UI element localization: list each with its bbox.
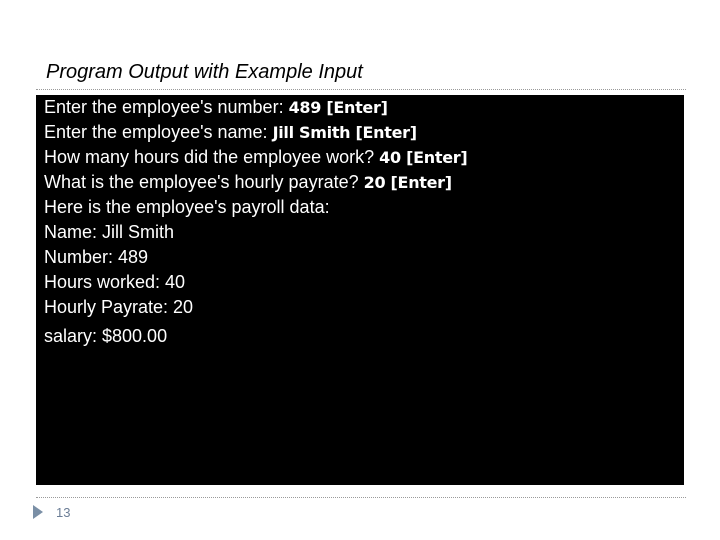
console-output-window (36, 95, 684, 485)
console-prompt: What is the employee's hourly payrate? (44, 172, 364, 192)
console-user-input: Jill Smith [Enter] (272, 123, 417, 142)
console-output-text: Here is the employee's payroll data: (44, 197, 330, 217)
console-line (44, 120, 467, 145)
console-lines (44, 95, 467, 349)
console-line (44, 145, 467, 170)
console-line (44, 220, 467, 245)
console-output-text: Hourly Payrate: 20 (44, 297, 194, 317)
console-line (44, 95, 467, 120)
console-prompt: Enter the employee's name: (44, 122, 273, 142)
console-line (44, 270, 467, 295)
console-line (44, 324, 467, 349)
console-prompt: Enter the employee's number: (44, 97, 289, 117)
console-output-text: Number: 489 (44, 247, 149, 267)
console-line (44, 295, 467, 320)
console-output-text: Hours worked: 40 (44, 272, 186, 292)
console-output-text: salary: $800.00 (44, 326, 168, 346)
heading-divider (36, 89, 686, 90)
console-line (44, 170, 467, 195)
slide-marker-arrow-icon (33, 505, 43, 519)
console-user-input: 20 [Enter] (363, 173, 452, 192)
console-output-text: Name: Jill Smith (44, 222, 175, 242)
slide-number: 13 (56, 505, 71, 520)
console-prompt: How many hours did the employee work? (44, 147, 380, 167)
console-line (44, 245, 467, 270)
slide-heading: Program Output with Example Input (46, 61, 363, 83)
console-line (44, 195, 467, 220)
footer-divider (36, 497, 686, 498)
console-user-input: 489 [Enter] (288, 98, 388, 117)
console-user-input: 40 [Enter] (379, 148, 468, 167)
